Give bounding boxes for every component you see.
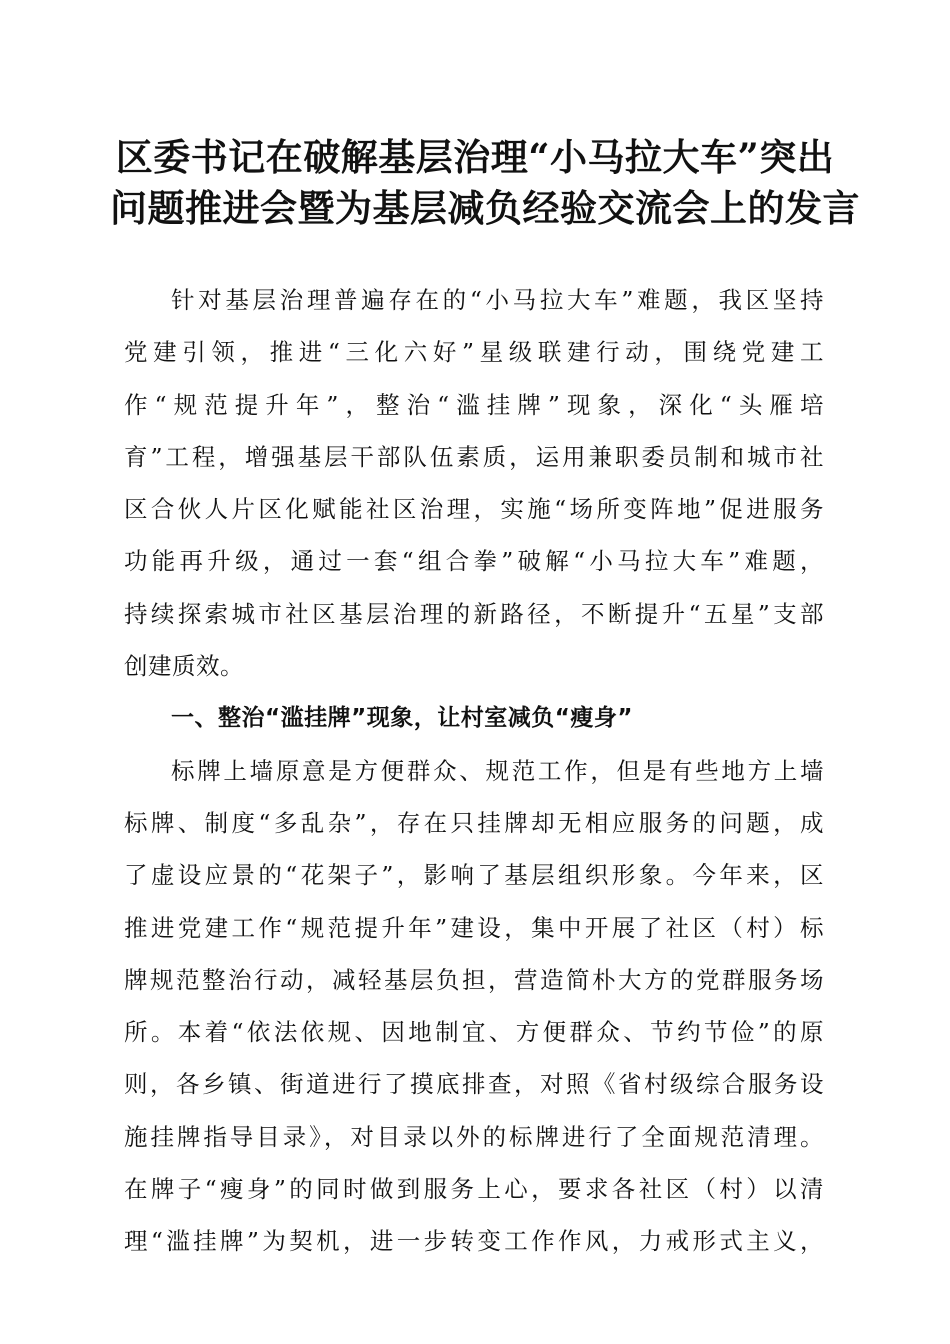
intro-paragraph-line: 区合伙人片区化赋能社区治理，实施“场所变阵地”促进服务: [124, 495, 824, 524]
title-line-2: 问题推进会暨为基层减负经验交流会上的发言: [110, 186, 860, 230]
section1-paragraph-line: 推进党建工作“规范提升年”建设，集中开展了社区（村）标: [124, 913, 824, 942]
section1-paragraph-line: 理“滥挂牌”为契机，进一步转变工作作风，力戒形式主义，: [124, 1227, 824, 1256]
section1-paragraph-line: 在牌子“瘦身”的同时做到服务上心，要求各社区（村）以清: [124, 1175, 824, 1204]
intro-paragraph-line: 持续探索城市社区基层治理的新路径，不断提升“五星”支部: [124, 599, 824, 628]
intro-paragraph-line: 作“规范提升年”，整治“滥挂牌”现象，深化“头雁培: [124, 390, 824, 419]
title-line-1: 区委书记在破解基层治理“小马拉大车”突出: [115, 135, 835, 179]
section1-paragraph-line: 标牌、制度“多乱杂”，存在只挂牌却无相应服务的问题，成: [124, 808, 824, 837]
intro-paragraph-line: 针对基层治理普遍存在的“小马拉大车”难题，我区坚持: [171, 286, 824, 314]
section-heading-1: 一、整治“滥挂牌”现象，让村室减负“瘦身”: [171, 705, 633, 732]
document-title: [110, 132, 860, 234]
section1-paragraph-line: 施挂牌指导目录》，对目录以外的标牌进行了全面规范清理。: [124, 1122, 824, 1151]
document-body: [124, 274, 824, 1268]
section1-paragraph-line: 了虚设应景的“花架子”，影响了基层组织形象。今年来，区: [124, 861, 824, 890]
section1-paragraph-line: 牌规范整治行动，减轻基层负担，营造简朴大方的党群服务场: [124, 965, 824, 994]
intro-paragraph-line: 创建质效。: [124, 652, 244, 681]
intro-paragraph-line: 功能再升级，通过一套“组合拳”破解“小马拉大车”难题，: [124, 547, 824, 576]
intro-paragraph-line: 党建引领，推进“三化六好”星级联建行动，围绕党建工: [124, 338, 824, 367]
section1-paragraph-line: 标牌上墙原意是方便群众、规范工作，但是有些地方上墙: [171, 756, 824, 785]
intro-paragraph-line: 育”工程，增强基层干部队伍素质，运用兼职委员制和城市社: [124, 442, 824, 471]
section1-paragraph-line: 则，各乡镇、街道进行了摸底排查，对照《省村级综合服务设: [124, 1070, 824, 1099]
section1-paragraph-line: 所。本着“依法依规、因地制宜、方便群众、节约节俭”的原: [124, 1018, 824, 1047]
